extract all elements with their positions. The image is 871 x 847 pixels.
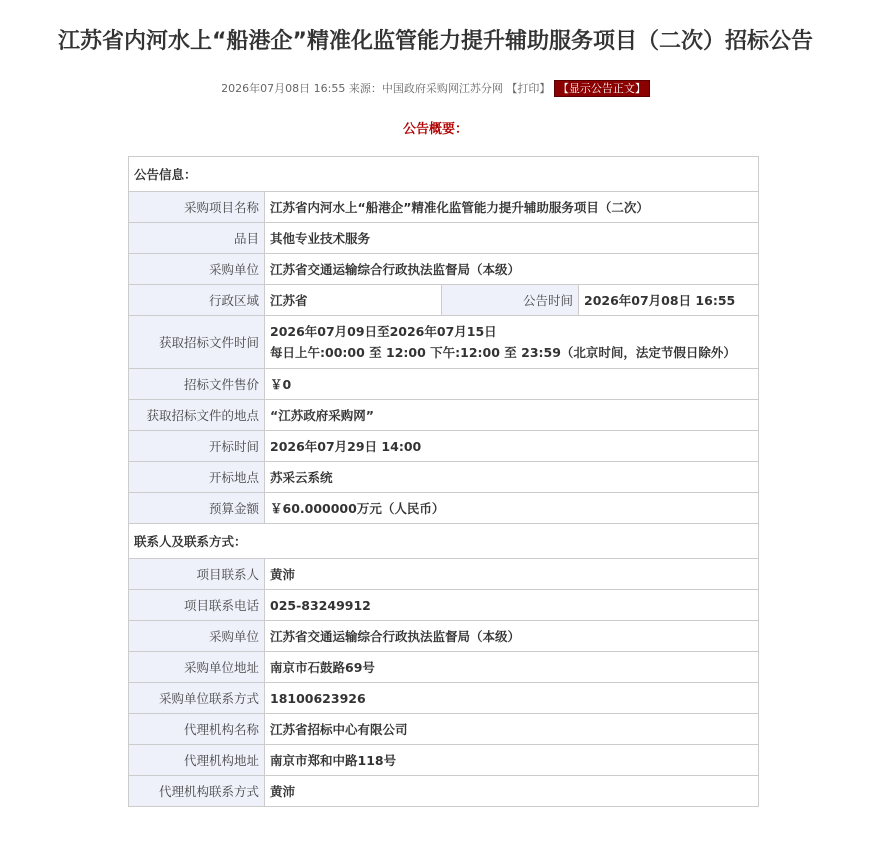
- table-row: [129, 462, 759, 493]
- show-announcement-button[interactable]: 【显示公告正文】: [554, 80, 650, 97]
- source-name: 中国政府采购网江苏分网: [381, 82, 503, 95]
- purchaser-contact-value: 18100623926: [265, 683, 759, 714]
- table-row: [129, 316, 759, 369]
- table-row: [129, 431, 759, 462]
- table-row: [129, 652, 759, 683]
- row-label: 开标时间: [129, 431, 265, 462]
- table-row: [129, 400, 759, 431]
- row-label: 获取招标文件时间: [129, 316, 265, 369]
- table-row: [129, 776, 759, 807]
- announcement-table: [128, 156, 759, 807]
- agency-contact-value: 黄沛: [265, 776, 759, 807]
- print-link[interactable]: 【打印】: [506, 82, 551, 95]
- doc-time-value: [265, 316, 759, 369]
- table-row: [129, 559, 759, 590]
- table-row: [129, 590, 759, 621]
- doc-time-hours: 每日上午:00:00 至 12:00 下午:12:00 至 23:59（北京时间，法定节假日除外）: [270, 345, 736, 360]
- row-label: 公告时间: [442, 285, 579, 316]
- doc-time-dates: 2026年07月09日至2026年07月15日: [270, 324, 497, 339]
- category-value: 其他专业技术服务: [265, 223, 759, 254]
- region-value: 江苏省: [265, 285, 442, 316]
- row-label: 采购单位: [129, 254, 265, 285]
- table-row: [129, 223, 759, 254]
- row-label: 代理机构地址: [129, 745, 265, 776]
- row-label: 代理机构联系方式: [129, 776, 265, 807]
- row-label: 采购单位: [129, 621, 265, 652]
- purchaser-value: 江苏省交通运输综合行政执法监督局（本级）: [265, 254, 759, 285]
- summary-heading: 公告概要：: [402, 122, 468, 137]
- open-place-value: 苏采云系统: [265, 462, 759, 493]
- project-phone-value: 025-83249912: [265, 590, 759, 621]
- section-title-contact: 联系人及联系方式：: [129, 524, 759, 559]
- contact-purchaser-value: 江苏省交通运输综合行政执法监督局（本级）: [265, 621, 759, 652]
- budget-value: ￥60.000000万元（人民币）: [265, 493, 759, 524]
- row-label: 获取招标文件的地点: [129, 400, 265, 431]
- section-row-contact: [129, 524, 759, 559]
- purchaser-address-value: 南京市石鼓路69号: [265, 652, 759, 683]
- row-label: 采购项目名称: [129, 192, 265, 223]
- row-label: 预算金额: [129, 493, 265, 524]
- row-label: 开标地点: [129, 462, 265, 493]
- table-row: [129, 714, 759, 745]
- table-row: [129, 683, 759, 714]
- section-title-announcement: 公告信息：: [129, 157, 759, 192]
- table-row: [129, 285, 759, 316]
- row-label: 采购单位联系方式: [129, 683, 265, 714]
- row-label: 项目联系人: [129, 559, 265, 590]
- doc-place-value: “江苏政府采购网”: [265, 400, 759, 431]
- table-row: [129, 745, 759, 776]
- page-title: 江苏省内河水上“船港企”精准化监管能力提升辅助服务项目（二次）招标公告: [58, 29, 813, 54]
- agency-name-value: 江苏省招标中心有限公司: [265, 714, 759, 745]
- row-label: 采购单位地址: [129, 652, 265, 683]
- source-prefix: 来源：: [348, 82, 382, 95]
- announce-time-value: 2026年07月08日 16:55: [579, 285, 759, 316]
- row-label: 项目联系电话: [129, 590, 265, 621]
- row-label: 品目: [129, 223, 265, 254]
- publish-datetime: 2026年07月08日 16:55: [221, 82, 346, 95]
- project-name-value: 江苏省内河水上“船港企”精准化监管能力提升辅助服务项目（二次）: [265, 192, 759, 223]
- meta-line: [0, 80, 871, 98]
- section-row-announcement: [129, 157, 759, 192]
- row-label: 代理机构名称: [129, 714, 265, 745]
- row-label: 招标文件售价: [129, 369, 265, 400]
- table-row: [129, 493, 759, 524]
- agency-address-value: 南京市郑和中路118号: [265, 745, 759, 776]
- table-row: [129, 192, 759, 223]
- table-row: [129, 369, 759, 400]
- project-contact-value: 黄沛: [265, 559, 759, 590]
- table-row: [129, 254, 759, 285]
- table-row: [129, 621, 759, 652]
- row-label: 行政区域: [129, 285, 265, 316]
- open-time-value: 2026年07月29日 14:00: [265, 431, 759, 462]
- doc-price-value: ￥0: [265, 369, 759, 400]
